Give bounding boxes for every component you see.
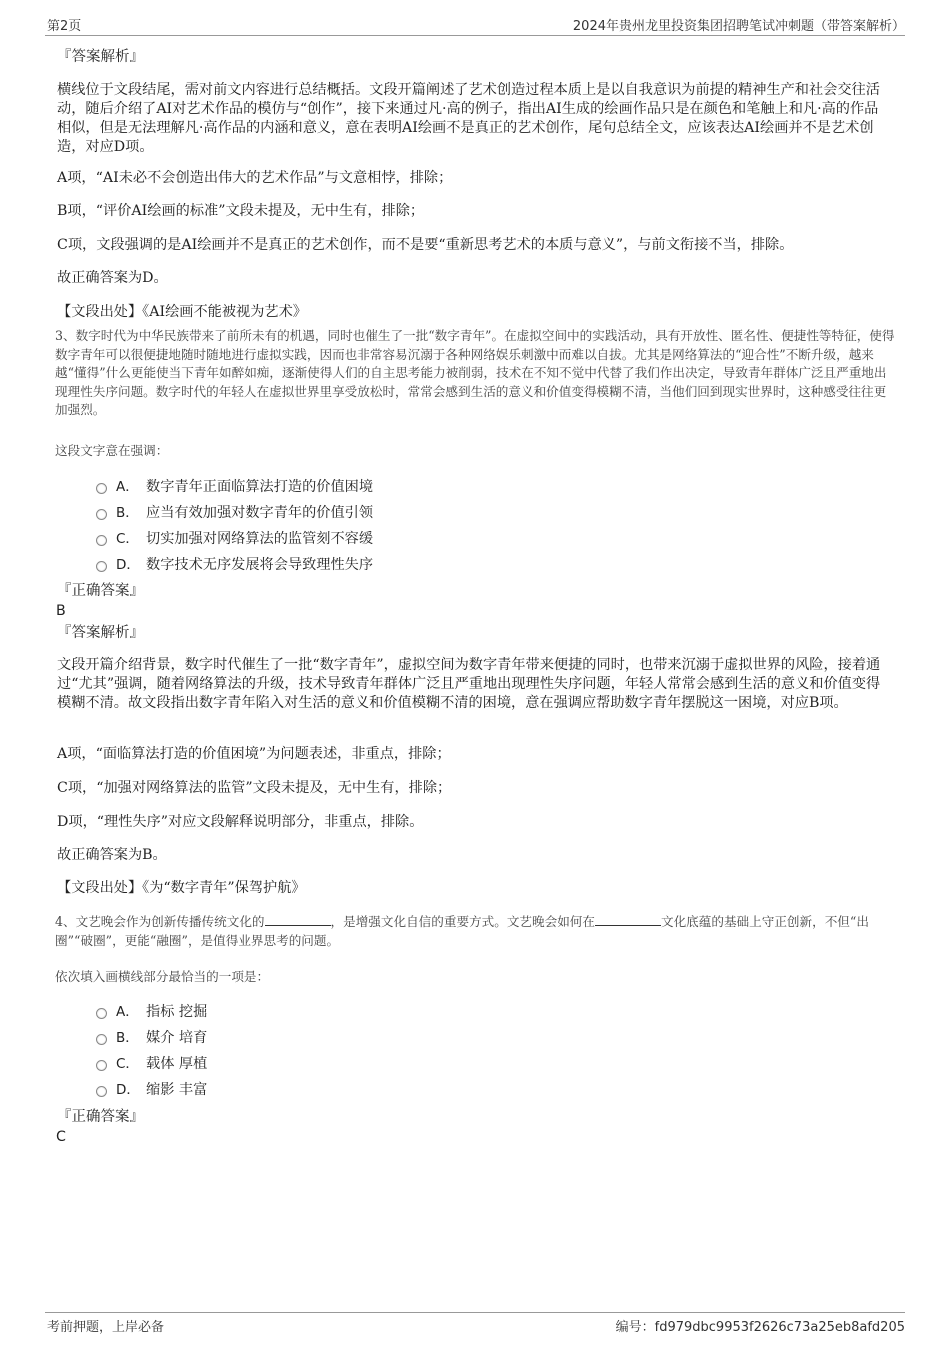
stem-text: ，是增强文化自信的重要方式。文艺晚会如何在 xyxy=(330,914,595,929)
option-text: 数字技术无序发展将会导致理性失序 xyxy=(146,557,374,573)
document-title: 2024年贵州龙里投资集团招聘笔试冲刺题（带答案解析） xyxy=(572,19,905,34)
analysis-item-c: C项，“加强对网络算法的监管”文段未提及，无中生有，排除； xyxy=(57,780,452,796)
radio-icon[interactable] xyxy=(96,509,107,520)
q4-option-c[interactable] xyxy=(96,1053,207,1075)
radio-icon[interactable] xyxy=(96,1060,107,1071)
stem-text: 文化底蕴的基础上守正创新，不但“出圈”“破圈”，更能“融圈”，是值得业界思考的问题。 xyxy=(55,914,869,948)
option-text: 指标 挖掘 xyxy=(146,1004,208,1020)
page-number: 第2页 xyxy=(47,19,82,34)
correct-answer-label: 『正确答案』 xyxy=(57,1109,144,1125)
radio-icon[interactable] xyxy=(96,535,107,546)
radio-icon[interactable] xyxy=(96,1034,107,1045)
analysis-item-a: A项，“面临算法打造的价值困境”为问题表述，非重点，排除； xyxy=(57,746,451,762)
option-text: 切实加强对网络算法的监管刻不容缓 xyxy=(146,531,374,547)
correct-answer: B xyxy=(56,603,66,619)
question-4-stem xyxy=(55,913,895,950)
question-4-prompt: 依次填入画横线部分最恰当的一项是： xyxy=(55,969,270,984)
fill-blank-1 xyxy=(265,914,331,926)
option-letter: D． xyxy=(116,1082,140,1098)
q4-option-d[interactable] xyxy=(96,1079,207,1101)
analysis-text: 文段开篇介绍背景，数字时代催生了一批“数字青年”，虚拟空间为数字青年带来便捷的同时，也带来沉溺于虚拟世界的风险，接着通过“尤其”强调，随着网络算法的升级，技术导致青年群体广泛且严重地出现理性失序问题，年轻人常常会感到生活的意义和价值变得模糊不清。故文段指出数字青年陷入对生活的意义和价值模糊不清的困境，意在强调应帮助数字青年摆脱这一困境，对应B项。 xyxy=(57,657,881,711)
document-id: 编号：fd979dbc9953f2626c73a25eb8afd205 xyxy=(615,1320,905,1335)
analysis-item-b: B项，“评价AI绘画的标准”文段未提及，无中生有，排除； xyxy=(57,203,425,219)
q3-option-a[interactable] xyxy=(96,476,373,498)
analysis-item-d: D项，“理性失序”对应文段解释说明部分，非重点，排除。 xyxy=(57,814,424,830)
option-text: 应当有效加强对数字青年的价值引领 xyxy=(146,505,374,521)
q3-option-d[interactable] xyxy=(96,554,373,576)
option-letter: A． xyxy=(116,479,139,495)
page-header xyxy=(45,14,905,36)
option-letter: D． xyxy=(116,557,140,573)
q4-option-a[interactable] xyxy=(96,1001,207,1023)
stem-text: 4、文艺晚会作为创新传播传统文化的 xyxy=(55,914,265,929)
passage-source: 【文段出处】《AI绘画不能被视为艺术》 xyxy=(57,304,307,320)
q4-option-b[interactable] xyxy=(96,1027,207,1049)
option-letter: B． xyxy=(116,505,139,521)
fill-blank-2 xyxy=(595,914,661,926)
analysis-conclusion: 故正确答案为B。 xyxy=(57,847,167,863)
analysis-text: 横线位于文段结尾，需对前文内容进行总结概括。文段开篇阐述了艺术创造过程本质上是以自我意识为前提的精神生产和社会交往活动，随后介绍了AI对艺术作品的模仿与“创作”，接下来通过凡·高的例子，指出AI生成的绘画作品只是在颜色和笔触上和凡·高的作品相似，但是无法理解凡·高作品的内涵和意义，意在表明AI绘画不是真正的艺术创作，尾句总结全文，应该表达AI绘画并不是艺术创造，对应D项。 xyxy=(57,82,880,155)
correct-answer-label: 『正确答案』 xyxy=(57,583,144,599)
analysis-item-c: C项，文段强调的是AI绘画并不是真正的艺术创作，而不是要“重新思考艺术的本质与意义”，与前文衔接不当，排除。 xyxy=(57,237,794,253)
footer-slogan: 考前押题，上岸必备 xyxy=(47,1320,165,1335)
correct-answer: C xyxy=(56,1129,66,1145)
q3-option-b[interactable] xyxy=(96,502,373,524)
analysis-conclusion: 故正确答案为D。 xyxy=(57,270,168,286)
option-text: 缩影 丰富 xyxy=(146,1082,208,1098)
analysis-label: 『答案解析』 xyxy=(57,49,144,65)
question-3-prompt: 这段文字意在强调： xyxy=(55,443,169,458)
option-text: 媒介 培育 xyxy=(146,1030,208,1046)
option-text: 数字青年正面临算法打造的价值困境 xyxy=(146,479,374,495)
radio-icon[interactable] xyxy=(96,483,107,494)
radio-icon[interactable] xyxy=(96,561,107,572)
q3-option-c[interactable] xyxy=(96,528,373,550)
analysis-item-a: A项，“AI未必不会创造出伟大的艺术作品”与文意相悖，排除； xyxy=(57,170,453,186)
option-text: 载体 厚植 xyxy=(146,1056,208,1072)
option-letter: A． xyxy=(116,1004,139,1020)
radio-icon[interactable] xyxy=(96,1008,107,1019)
passage-source: 【文段出处】《为“数字青年”保驾护航》 xyxy=(57,880,306,896)
option-letter: C． xyxy=(116,1056,139,1072)
option-letter: C． xyxy=(116,531,139,547)
radio-icon[interactable] xyxy=(96,1086,107,1097)
option-letter: B． xyxy=(116,1030,139,1046)
question-3-stem: 3、数字时代为中华民族带来了前所未有的机遇，同时也催生了一批“数字青年”。在虚拟空间中的实践活动，具有开放性、匿名性、便捷性等特征，使得数字青年可以很便捷地随时随地进行虚拟实践，因而也非常容易沉溺于各种网络娱乐刺激中而难以自拔。尤其是网络算法的“迎合性”不断升级，越来越“懂得”什么更能使当下青年如醉如痴，逐渐使得人们的自主思考能力被削弱，技术在不知不觉中代替了我们作出决定，导致青年群体广泛且严重地出现理性失序问题。数字时代的年轻人在虚拟世界里享受放松时，常常会感到生活的意义和价值变得模糊不清，当他们回到现实世界时，这种感受往往更加强烈。 xyxy=(55,328,895,417)
page-footer xyxy=(45,1312,905,1336)
analysis-label: 『答案解析』 xyxy=(57,625,144,641)
